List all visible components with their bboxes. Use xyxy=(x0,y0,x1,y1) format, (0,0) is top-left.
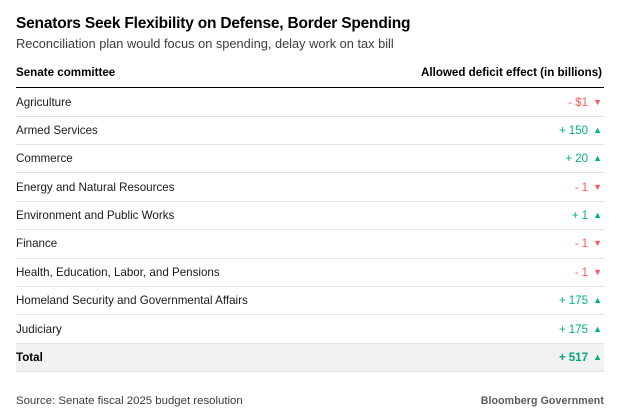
table-header-row xyxy=(16,66,604,88)
table-row-total xyxy=(16,343,604,371)
row-label: Health, Education, Labor, and Pensions xyxy=(16,258,310,286)
row-label: Agriculture xyxy=(16,88,310,116)
row-value xyxy=(310,88,604,116)
trend-down-icon: ▼ xyxy=(593,238,602,249)
chart-subtitle: Reconciliation plan would focus on spending, delay work on tax bill xyxy=(16,36,394,52)
value-number: 1 xyxy=(581,180,589,194)
column-header-deficit-effect: Allowed deficit effect (in billions) xyxy=(310,66,604,88)
table-row xyxy=(16,286,604,314)
deficit-effect-table xyxy=(16,66,604,372)
row-value xyxy=(310,116,604,144)
table-row xyxy=(16,145,604,173)
value-sign: - xyxy=(574,180,579,194)
value-number: $1 xyxy=(575,95,589,109)
row-label: Finance xyxy=(16,230,310,258)
row-value xyxy=(310,145,604,173)
table-body xyxy=(16,88,604,372)
chart-footer xyxy=(16,395,604,407)
row-value xyxy=(310,286,604,314)
row-label-total: Total xyxy=(16,343,310,371)
table-row xyxy=(16,201,604,229)
column-header-committee: Senate committee xyxy=(16,66,310,88)
brand-label: Bloomberg Government xyxy=(480,395,604,407)
trend-up-icon: ▲ xyxy=(593,124,602,135)
value-number: 20 xyxy=(575,152,589,166)
row-label: Homeland Security and Governmental Affairs xyxy=(16,286,310,314)
table-row xyxy=(16,230,604,258)
row-label: Environment and Public Works xyxy=(16,201,310,229)
row-label: Energy and Natural Resources xyxy=(16,173,310,201)
value-sign: - xyxy=(574,237,579,251)
value-sign: + xyxy=(571,209,579,223)
value-sign: - xyxy=(568,95,573,109)
table-row xyxy=(16,173,604,201)
row-value xyxy=(310,258,604,286)
trend-up-icon: ▲ xyxy=(593,323,602,334)
trend-up-icon: ▲ xyxy=(593,210,602,221)
trend-up-icon: ▲ xyxy=(593,153,602,164)
row-label: Commerce xyxy=(16,145,310,173)
value-number: 517 xyxy=(568,350,589,364)
chart-title: Senators Seek Flexibility on Defense, Border Spending xyxy=(16,15,411,32)
trend-down-icon: ▼ xyxy=(593,266,602,277)
row-value xyxy=(310,315,604,343)
value-number: 1 xyxy=(581,237,589,251)
value-number: 150 xyxy=(568,123,589,137)
row-label: Judiciary xyxy=(16,315,310,343)
value-number: 175 xyxy=(568,294,589,308)
table-row xyxy=(16,258,604,286)
value-sign: + xyxy=(558,123,566,137)
value-number: 175 xyxy=(568,322,589,336)
value-sign: + xyxy=(558,322,566,336)
table-row xyxy=(16,315,604,343)
trend-up-icon: ▲ xyxy=(593,295,602,306)
table-row xyxy=(16,88,604,116)
row-value-total xyxy=(310,343,604,371)
value-number: 1 xyxy=(581,265,589,279)
value-number: 1 xyxy=(581,209,589,223)
table-header xyxy=(16,66,604,88)
table-row xyxy=(16,116,604,144)
row-label: Armed Services xyxy=(16,116,310,144)
value-sign: + xyxy=(565,152,573,166)
value-sign: + xyxy=(558,350,566,364)
source-note: Source: Senate fiscal 2025 budget resolution xyxy=(16,395,243,407)
trend-down-icon: ▼ xyxy=(593,181,602,192)
row-value xyxy=(310,173,604,201)
trend-up-icon: ▲ xyxy=(593,351,602,362)
value-sign: - xyxy=(574,265,579,279)
row-value xyxy=(310,230,604,258)
trend-down-icon: ▼ xyxy=(593,96,602,107)
row-value xyxy=(310,201,604,229)
value-sign: + xyxy=(558,294,566,308)
